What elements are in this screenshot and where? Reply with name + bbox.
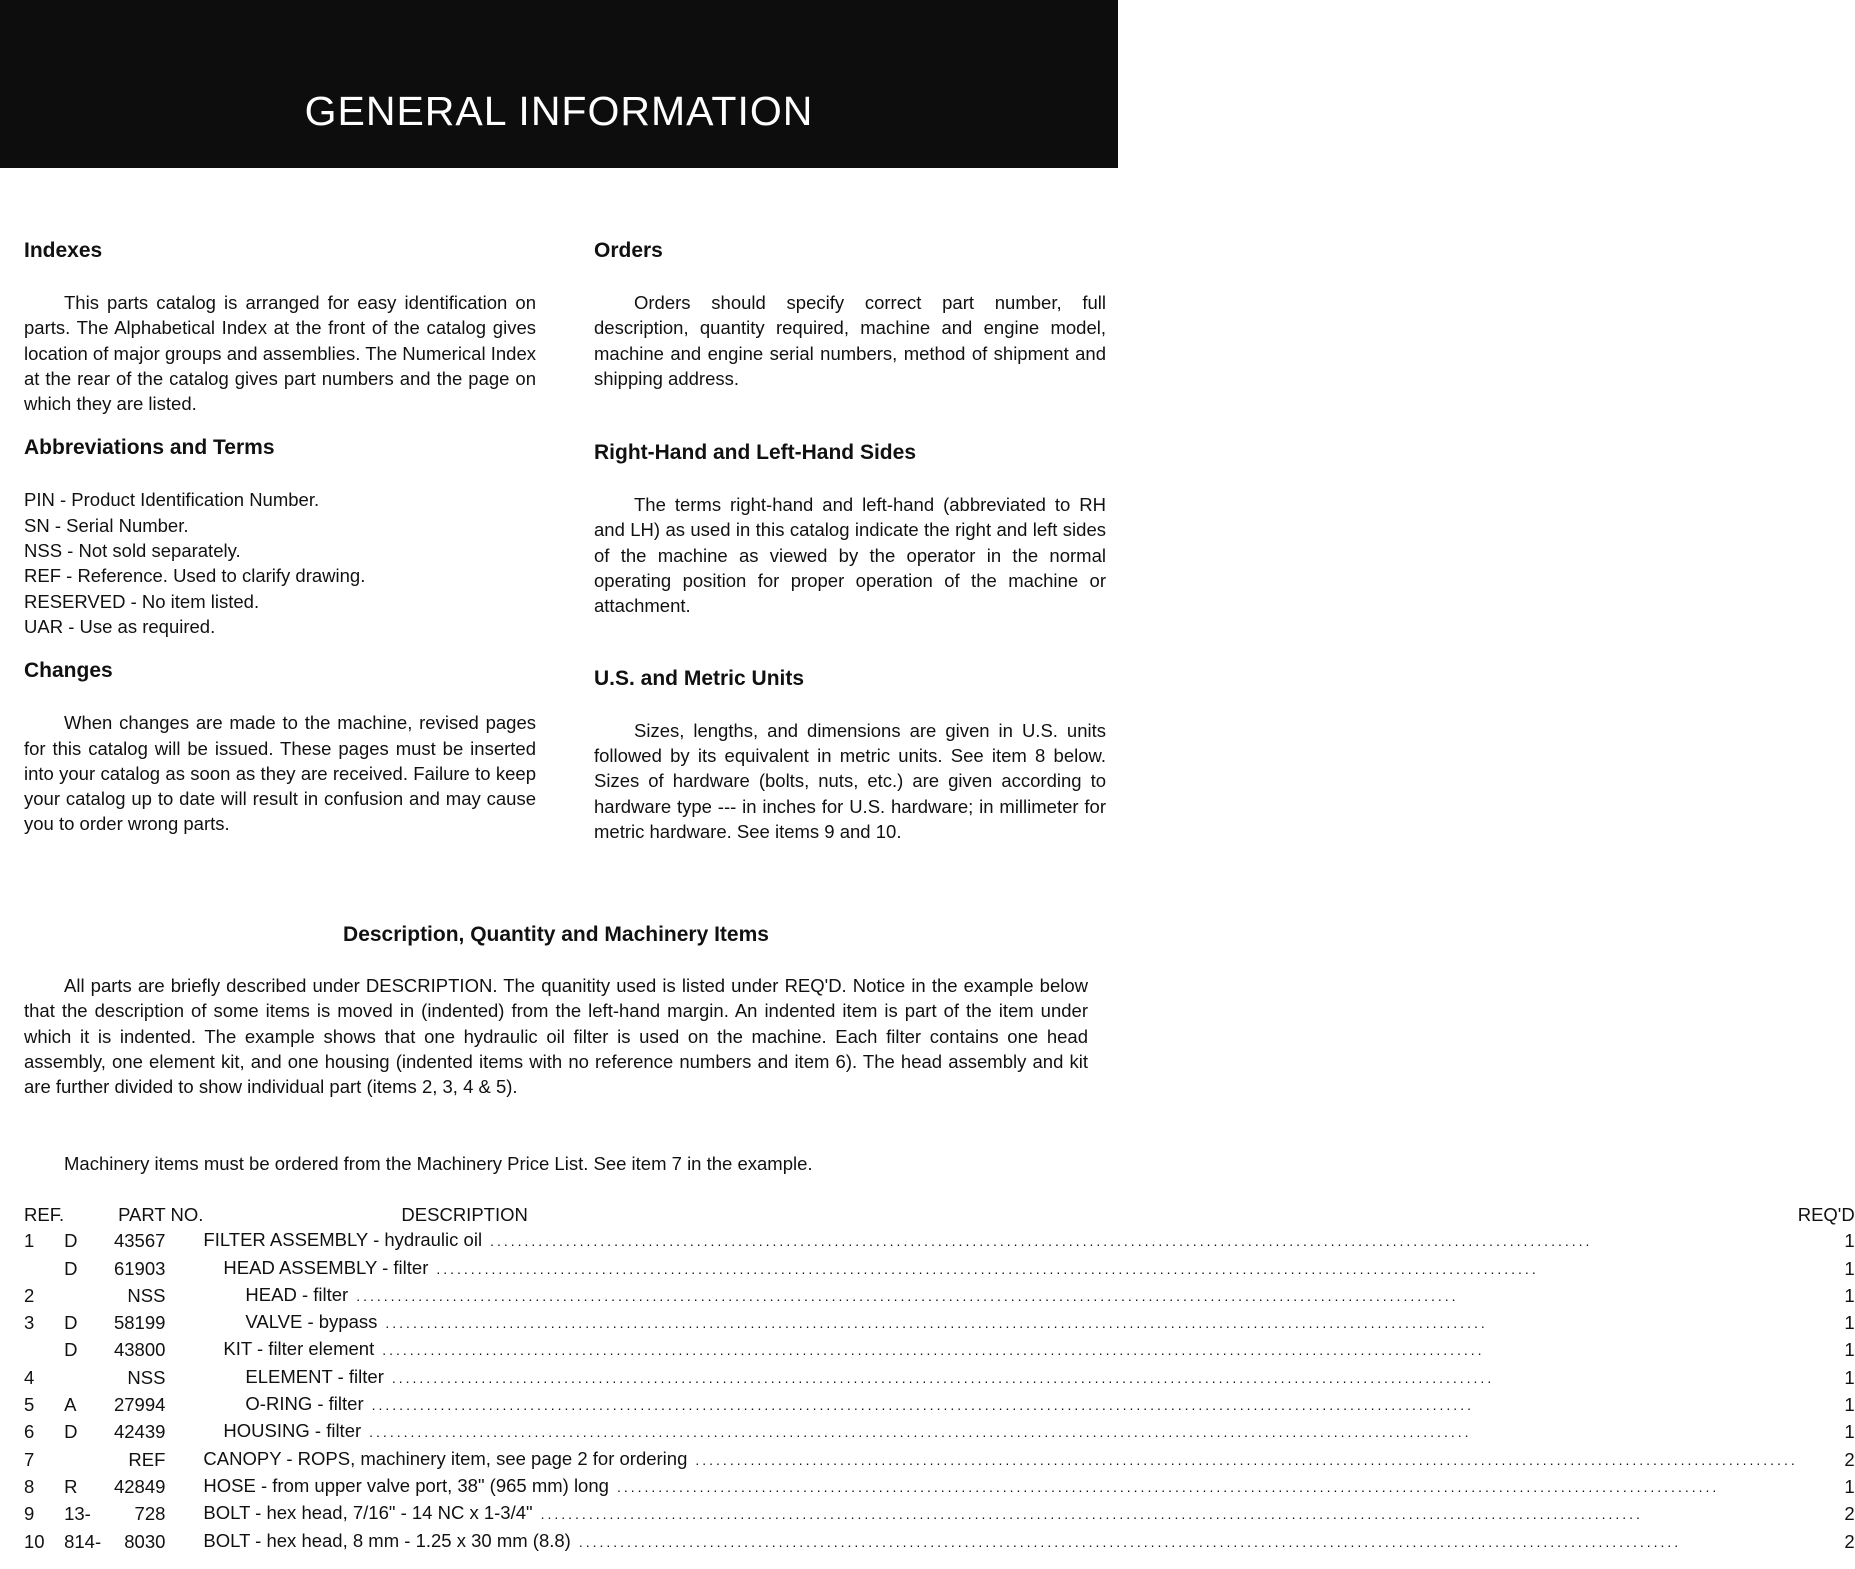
- parts-table-body: [24, 1227, 1855, 1555]
- page-title: GENERAL INFORMATION: [304, 88, 814, 134]
- part-number-cell: 61903: [113, 1257, 166, 1279]
- part-number-cell: NSS: [127, 1366, 166, 1388]
- part-number-cell: NSS: [127, 1284, 166, 1306]
- indexes-text: This parts catalog is arranged for easy identification on parts. The Alphabetical Index at the front of the catalog gives location of major groups and assemblies. The Numerical Index at the rear of the catalog gives part numbers and the page on which they are listed.: [24, 292, 536, 415]
- list-item: REF - Reference. Used to clarify drawing.: [24, 565, 366, 587]
- table-row: [24, 1336, 1855, 1363]
- part-number-cell: 43800: [113, 1339, 166, 1361]
- description-text: ELEMENT - filter: [245, 1365, 384, 1387]
- qty-cell: 2: [1844, 1530, 1855, 1552]
- part-prefix-cell: D: [64, 1312, 78, 1334]
- description-cell: [203, 1364, 1797, 1391]
- orders-heading: Orders: [594, 239, 663, 262]
- table-row: [24, 1418, 1855, 1445]
- description-cell: [203, 1391, 1797, 1418]
- table-row: [24, 1282, 1855, 1309]
- part-number-cell: 43567: [113, 1230, 166, 1252]
- part-prefix-cell: D: [64, 1230, 78, 1252]
- leader-dots: [579, 1530, 1798, 1555]
- part-prefix-cell: 13-: [64, 1503, 91, 1525]
- leader-dots: [436, 1257, 1797, 1282]
- part-prefix-cell: D: [64, 1421, 78, 1443]
- part-prefix-cell: D: [64, 1339, 78, 1361]
- changes-text: When changes are made to the machine, revised pages for this catalog will be issued. These pages must be inserted into your catalog as soon as they are received. Failure to keep your catalog up to date will result in confusion and may cause you to order wrong parts.: [24, 712, 536, 835]
- part-number-cell: 42849: [113, 1475, 166, 1497]
- leader-dots: [490, 1229, 1798, 1254]
- part-number-cell: 8030: [124, 1530, 166, 1552]
- ref-cell: 8: [24, 1475, 35, 1497]
- qty-cell: 1: [1844, 1230, 1855, 1252]
- table-row: [24, 1255, 1855, 1282]
- description-text: KIT - filter element: [223, 1338, 375, 1360]
- description-cell: [203, 1336, 1797, 1363]
- description-cell: [203, 1473, 1797, 1500]
- header-banner: [0, 0, 1118, 168]
- leader-dots: [695, 1448, 1797, 1473]
- orders-text: Orders should specify correct part number, full description, quantity required, machine and engine model, machine and engine serial numbers, method of shipment and shipping address.: [594, 292, 1106, 389]
- units-text: Sizes, lengths, and dimensions are given in U.S. units followed by its equivalent in metric units. See item 8 below. Sizes of hardware (bolts, nuts, etc.) are given according to hardware type --- in inches for U.S. hardware; in millimeter for metric hardware. See items 9 and 10.: [594, 719, 1106, 842]
- abbreviations-heading: Abbreviations and Terms: [24, 436, 275, 460]
- ref-cell: 6: [24, 1421, 35, 1443]
- description-paragraph-2: Machinery items must be ordered from the Machinery Price List. See item 7 in the example.: [64, 1153, 813, 1174]
- qty-cell: 1: [1844, 1421, 1855, 1443]
- description-cell: [203, 1446, 1797, 1473]
- list-item: PIN - Product Identification Number.: [24, 489, 320, 511]
- ref-cell: 9: [24, 1503, 35, 1525]
- reqd-header: REQ'D: [1797, 1204, 1855, 1225]
- leader-dots: [382, 1338, 1798, 1363]
- qty-cell: 1: [1844, 1312, 1855, 1334]
- description-cell: [203, 1255, 1797, 1282]
- ref-cell: 3: [24, 1312, 35, 1334]
- description-cell: [203, 1309, 1797, 1336]
- description-header: DESCRIPTION: [401, 1204, 528, 1225]
- description-heading: Description, Quantity and Machinery Items: [343, 923, 769, 946]
- description-text: FILTER ASSEMBLY - hydraulic oil: [203, 1229, 483, 1251]
- part-number-cell: 27994: [113, 1394, 166, 1416]
- table-header-row: [24, 1202, 1855, 1227]
- abbreviations-list: [24, 487, 536, 639]
- table-row: [24, 1473, 1855, 1500]
- leader-dots: [392, 1366, 1798, 1391]
- part-prefix-cell: A: [64, 1394, 77, 1416]
- description-cell: [203, 1282, 1797, 1309]
- list-item: SN - Serial Number.: [24, 514, 189, 536]
- parts-example-table: [24, 1202, 1855, 1555]
- ref-cell: 4: [24, 1366, 35, 1388]
- description-text: HEAD - filter: [245, 1283, 349, 1305]
- qty-cell: 1: [1844, 1366, 1855, 1388]
- description-cell: [203, 1227, 1797, 1254]
- part-prefix-cell: [64, 1446, 105, 1473]
- table-row: [24, 1309, 1855, 1336]
- list-item: NSS - Not sold separately.: [24, 540, 241, 562]
- qty-cell: 1: [1844, 1394, 1855, 1416]
- list-item: RESERVED - No item listed.: [24, 590, 260, 612]
- table-row: [24, 1391, 1855, 1418]
- description-cell: [203, 1500, 1797, 1527]
- description-text: BOLT - hex head, 7/16" - 14 NC x 1-3/4": [203, 1502, 533, 1524]
- leader-dots: [372, 1393, 1798, 1418]
- part-prefix-cell: D: [64, 1257, 78, 1279]
- leader-dots: [617, 1475, 1798, 1500]
- description-text: HOSE - from upper valve port, 38" (965 mm) long: [203, 1474, 609, 1496]
- units-heading: U.S. and Metric Units: [594, 666, 805, 690]
- ref-cell: 1: [24, 1230, 35, 1252]
- description-text: O-RING - filter: [245, 1393, 364, 1415]
- part-prefix-cell: R: [64, 1475, 78, 1497]
- description-text: HOUSING - filter: [223, 1420, 362, 1442]
- part-no-header: PART NO.: [118, 1204, 204, 1225]
- table-row: [24, 1446, 1855, 1473]
- qty-cell: 1: [1844, 1475, 1855, 1497]
- description-text: HEAD ASSEMBLY - filter: [223, 1256, 429, 1278]
- part-prefix-cell: [64, 1364, 105, 1391]
- table-row: [24, 1227, 1855, 1254]
- ref-cell: [24, 1255, 64, 1282]
- table-row: [24, 1528, 1855, 1555]
- ref-cell: [24, 1336, 64, 1363]
- right-column: [594, 236, 1106, 844]
- table-row: [24, 1500, 1855, 1527]
- ref-cell: 2: [24, 1284, 35, 1306]
- leader-dots: [385, 1311, 1797, 1336]
- ref-cell: 5: [24, 1394, 35, 1416]
- sides-text: The terms right-hand and left-hand (abbreviated to RH and LH) as used in this catalog indicate the right and left sides of the machine as viewed by the operator in the normal operating position for proper operation of the machine or attachment.: [594, 494, 1106, 617]
- qty-cell: 1: [1844, 1284, 1855, 1306]
- description-paragraph-1: All parts are briefly described under DESCRIPTION. The quanitity used is listed under REQ'D. Notice in the example below that the description of some items is moved in (indented) from the left-hand margin. An indented item is part of the item under which it is indented. The example shows that one hydraulic oil filter is used on the machine. Each filter contains one head assembly, one element kit, and one housing (indented items with no reference numbers and item 6). The head assembly and kit are further divided to show individual part (items 2, 3, 4 & 5).: [24, 975, 1088, 1098]
- leader-dots: [369, 1420, 1798, 1445]
- list-item: UAR - Use as required.: [24, 615, 216, 637]
- ref-header: REF.: [24, 1204, 65, 1225]
- description-cell: [203, 1528, 1797, 1555]
- ref-cell: 10: [24, 1530, 45, 1552]
- leader-dots: [356, 1284, 1798, 1309]
- table-row: [24, 1364, 1855, 1391]
- changes-heading: Changes: [24, 659, 113, 683]
- qty-cell: 2: [1844, 1503, 1855, 1525]
- description-text: VALVE - bypass: [245, 1311, 378, 1333]
- left-column: [24, 236, 536, 837]
- qty-cell: 1: [1844, 1257, 1855, 1279]
- ref-cell: 7: [24, 1448, 35, 1470]
- part-number-cell: 728: [134, 1503, 166, 1525]
- indexes-heading: Indexes: [24, 239, 103, 262]
- qty-cell: 2: [1844, 1448, 1855, 1470]
- part-prefix-cell: 814-: [64, 1530, 102, 1552]
- qty-cell: 1: [1844, 1339, 1855, 1361]
- description-cell: [203, 1418, 1797, 1445]
- sides-heading: Right-Hand and Left-Hand Sides: [594, 441, 916, 465]
- part-number-cell: 42439: [113, 1421, 166, 1443]
- part-number-cell: REF: [128, 1448, 166, 1470]
- part-prefix-cell: [64, 1282, 105, 1309]
- leader-dots: [541, 1502, 1798, 1527]
- description-text: BOLT - hex head, 8 mm - 1.25 x 30 mm (8.8): [203, 1529, 571, 1551]
- part-number-cell: 58199: [113, 1312, 166, 1334]
- description-text: CANOPY - ROPS, machinery item, see page 2 for ordering: [203, 1447, 688, 1469]
